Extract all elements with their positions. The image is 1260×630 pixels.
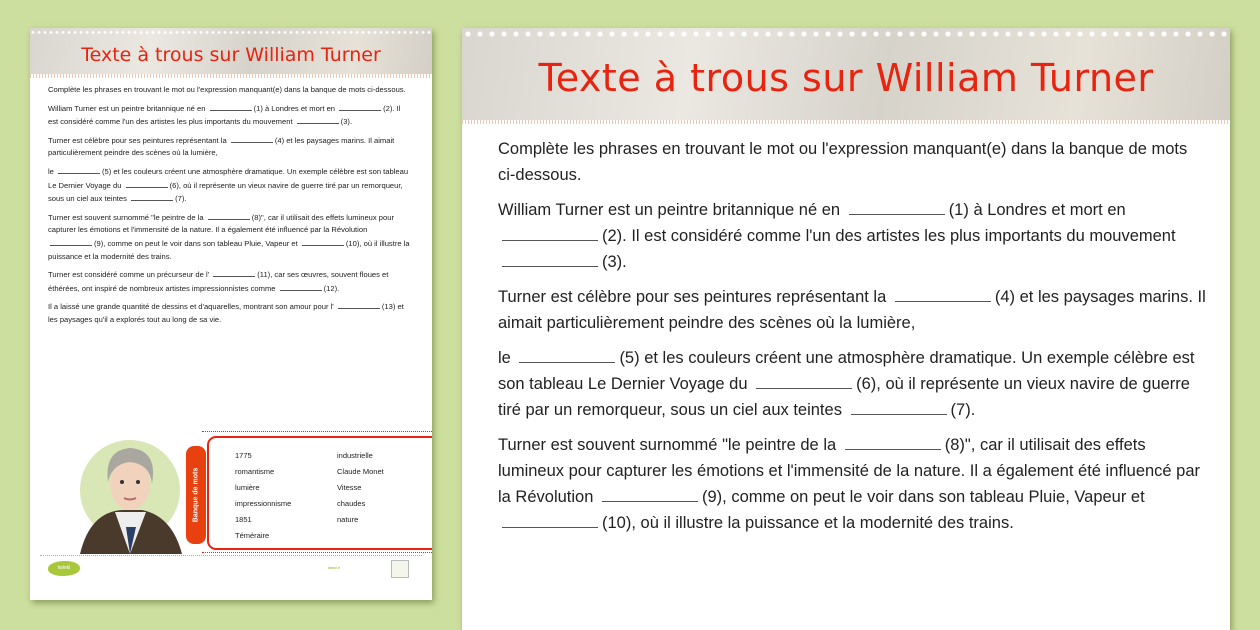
blank-number: (12) — [323, 283, 338, 293]
paragraph-text: Turner est célèbre pour ses peintures représentant la — [48, 135, 229, 145]
paragraph-text: Turner est considéré comme un précurseur de l' — [48, 270, 212, 280]
paragraph-text: et les paysages marins. Il aimait particulièrement peindre des scènes où la lumière, — [498, 288, 1206, 332]
blank-number: (10) — [602, 514, 632, 532]
word-bank-item: 1775 — [235, 451, 252, 460]
paragraph-text: Turner est souvent surnommé "le peintre de la — [498, 436, 841, 454]
paragraph — [498, 197, 1206, 275]
paragraph-text: le — [48, 166, 57, 176]
paragraph-text: , comme on peut le voir dans son tableau Pluie, Vapeur et — [722, 488, 1145, 506]
paragraph-text: . Il est considéré comme l'un des artistes les plus importants du mouvement — [48, 103, 401, 127]
blank-number: (9) — [701, 488, 723, 506]
blank-field[interactable] — [519, 348, 615, 363]
blank-number: (6) — [169, 180, 179, 190]
worksheet-text — [48, 84, 412, 332]
paragraph-text: . — [349, 117, 353, 127]
blank-field[interactable] — [849, 200, 945, 215]
word-bank-item: Téméraire — [235, 531, 270, 540]
word-bank-item: impressionnisme — [235, 499, 292, 508]
word-bank-item: romantisme — [235, 467, 275, 476]
paragraph-text: Il a laissé une grande quantité de dessins et d'aquarelles, montrant son amour pour l' — [48, 302, 336, 312]
blank-field[interactable] — [845, 435, 941, 450]
blank-number: (13) — [381, 302, 396, 312]
word-bank-item: chaudes — [337, 499, 366, 508]
paragraph-text: William Turner est un peintre britannique né en — [498, 201, 845, 219]
paragraph-text: . Il est considéré comme l'un des artistes les plus importants du mouvement — [622, 227, 1176, 245]
word-bank-item: lumière — [235, 483, 260, 492]
twinkl-logo: twinkl — [48, 561, 80, 576]
william-turner-portrait — [60, 432, 188, 554]
paragraph — [498, 432, 1206, 536]
paragraph-text: . — [337, 283, 340, 293]
paragraph — [498, 284, 1206, 336]
paragraph-text: ", car il utilisait des effets lumineux pour capturer les émotions et l'immensité de la nature. Il a également été influencé par la Révolution — [48, 212, 395, 235]
paragraph-text: Turner est souvent surnommé "le peintre de la — [48, 212, 206, 222]
blank-field[interactable] — [210, 102, 252, 111]
paragraph — [48, 211, 412, 263]
blank-field[interactable] — [851, 400, 947, 415]
blank-field[interactable] — [502, 226, 598, 241]
paragraph-text: , car ses œuvres, souvent floues et éthérées, ont inspiré de nombreux artistes impressionnistes comme — [48, 270, 389, 293]
paragraph-text: Turner est célèbre pour ses peintures représentant la — [498, 288, 891, 306]
blank-number: (7) — [175, 194, 185, 204]
paragraph — [498, 136, 1206, 188]
paragraph-text: ", car il utilisait des effets lumineux pour capturer les émotions et l'immensité de la nature. Il a également été influencé par la Révolution — [498, 436, 1201, 506]
blank-number: (8) — [944, 436, 965, 454]
preview-text — [498, 136, 1206, 545]
paragraph-text: , où il représente un vieux navire de guerre tiré par un remorqueur, sous un ciel aux teintes — [498, 375, 1190, 419]
blank-field[interactable] — [50, 237, 92, 246]
blank-number: (1) — [253, 103, 263, 113]
word-bank-item: nature — [337, 515, 359, 524]
blank-field[interactable] — [895, 287, 991, 302]
paragraph-text: , où il illustre la puissance et la modernité des trains. — [48, 238, 410, 261]
blank-field[interactable] — [297, 115, 339, 124]
blank-number: (5) — [619, 349, 640, 367]
blank-number: (1) — [948, 201, 969, 219]
blank-number: (11) — [257, 270, 271, 280]
blank-field[interactable] — [602, 487, 698, 502]
paragraph — [48, 102, 412, 129]
footer-badge-icon — [391, 560, 409, 578]
footer-link[interactable]: twinkl.fr — [328, 566, 340, 570]
blank-number: (5) — [102, 166, 112, 176]
word-bank-tab — [186, 446, 206, 544]
paragraph-text: à Londres et mort en — [968, 201, 1126, 219]
blank-field[interactable] — [58, 165, 100, 174]
blank-number: (9) — [94, 238, 104, 248]
paragraph-text: et les couleurs créent une atmosphère dramatique. Un exemple célèbre est son tableau Le Dernier Voyage du — [498, 349, 1195, 393]
preview-title: Texte à trous sur William Turner — [538, 56, 1154, 100]
paragraph-text: le — [498, 349, 516, 367]
paragraph-text: . — [622, 253, 627, 271]
worksheet-thumbnail — [30, 28, 432, 600]
header-dots — [30, 30, 432, 35]
preview-header — [462, 28, 1230, 124]
paragraph-text: Complète les phrases en trouvant le mot ou l'expression manquant(e) dans la banque de mots ci-dessous. — [498, 140, 1188, 184]
paragraph-text: William Turner est un peintre britannique né en — [48, 103, 208, 113]
paragraph-text: , comme on peut le voir dans son tableau Pluie, Vapeur et — [103, 238, 300, 248]
blank-field[interactable] — [502, 513, 598, 528]
blank-field[interactable] — [280, 282, 322, 291]
blank-number: (4) — [274, 135, 285, 145]
word-bank-column-2 — [337, 448, 384, 528]
blank-number: (6) — [856, 375, 877, 393]
paragraph-text: et les couleurs créent une atmosphère dramatique. Un exemple célèbre est son tableau Le Dernier Voyage du — [48, 166, 409, 190]
header-divider — [462, 120, 1230, 124]
paragraph-text: à Londres et mort en — [262, 103, 338, 113]
paragraph — [48, 134, 412, 160]
worksheet-header — [30, 28, 432, 78]
blank-field[interactable] — [338, 300, 380, 309]
blank-number: (3) — [602, 253, 623, 271]
blank-number: (2) — [383, 103, 393, 113]
paragraph-text: , où il illustre la puissance et la modernité des trains. — [631, 514, 1014, 532]
paragraph — [48, 165, 412, 206]
blank-field[interactable] — [502, 252, 598, 267]
word-bank-item: 1851 — [235, 515, 252, 524]
blank-number: (3) — [340, 117, 350, 127]
paragraph — [48, 268, 412, 295]
header-dots — [462, 30, 1230, 38]
blank-field[interactable] — [126, 179, 168, 188]
blank-number: (8) — [251, 212, 262, 222]
blank-field[interactable] — [131, 192, 173, 201]
worksheet-preview — [462, 28, 1230, 630]
blank-field[interactable] — [231, 134, 273, 143]
blank-field[interactable] — [302, 237, 344, 246]
header-divider — [30, 74, 432, 78]
blank-field[interactable] — [756, 374, 852, 389]
paragraph — [48, 300, 412, 326]
word-bank-item: Vitesse — [337, 483, 362, 492]
word-bank-item: industrielle — [337, 451, 373, 460]
word-bank — [207, 436, 432, 550]
word-bank-column-1 — [235, 448, 291, 544]
blank-number: (4) — [994, 288, 1016, 306]
blank-field[interactable] — [339, 102, 381, 111]
paragraph-text: Complète les phrases en trouvant le mot ou l'expression manquant(e) dans la banque de mots ci-dessous. — [48, 85, 406, 94]
paragraph-text: . — [184, 194, 187, 204]
word-bank-label: Banque de mots — [192, 467, 200, 523]
paragraph-text: et les paysages qu'il a explorés tout au long de sa vie. — [48, 302, 404, 324]
blank-field[interactable] — [213, 268, 255, 277]
paragraph-text: . — [970, 401, 976, 419]
paragraph — [498, 345, 1206, 423]
paragraph-text: , où il représente un vieux navire de guerre tiré par un remorqueur, sous un ciel aux teintes — [48, 180, 403, 204]
worksheet-title: Texte à trous sur William Turner — [81, 44, 381, 66]
blank-number: (7) — [950, 401, 971, 419]
blank-field[interactable] — [208, 211, 250, 220]
word-bank-item: Claude Monet — [337, 467, 384, 476]
blank-number: (2) — [602, 227, 623, 245]
footer-divider — [40, 555, 422, 556]
paragraph-text: et les paysages marins. Il aimait particulièrement peindre des scènes où la lumière, — [48, 135, 395, 158]
blank-number: (10) — [345, 238, 360, 248]
paragraph — [48, 84, 412, 97]
